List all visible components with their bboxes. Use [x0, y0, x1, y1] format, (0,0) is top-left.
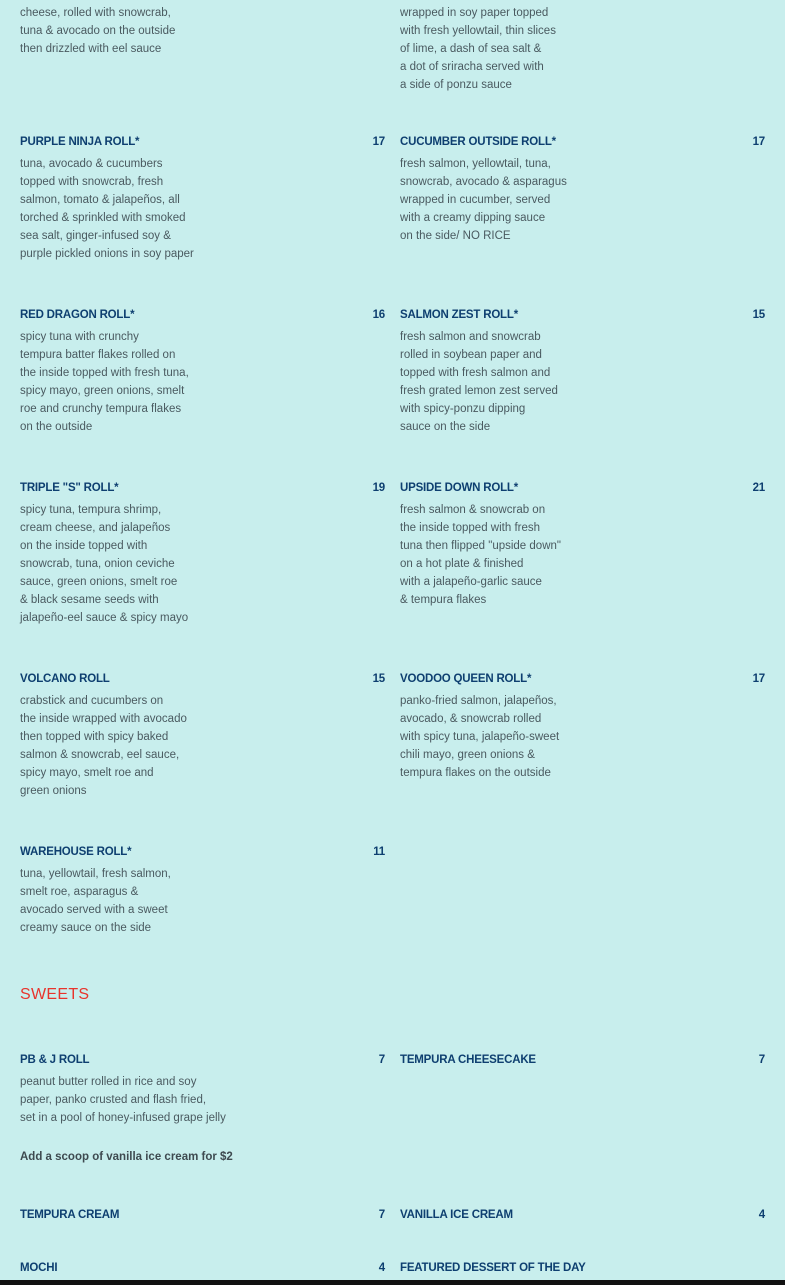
menu-item-price: 17: [752, 136, 765, 148]
menu-item-price: 15: [752, 309, 765, 321]
menu-item-description: tuna, avocado & cucumbers topped with snowcrab, fresh salmon, tomato & jalapeños, all torched & sprinkled with smoked sea salt, ginger-infused soy & purple pickled onions in soy paper: [20, 158, 194, 260]
menu-item-name: SALMON ZEST ROLL*: [400, 309, 518, 321]
menu-item-price: 16: [372, 309, 385, 321]
menu-item-name: RED DRAGON ROLL*: [20, 309, 135, 321]
menu-item-name: CUCUMBER OUTSIDE ROLL*: [400, 136, 556, 148]
menu-item-salmon-zest-roll: [400, 309, 765, 436]
menu-item-price: 17: [752, 673, 765, 685]
menu-item-featured-dessert: [400, 1262, 765, 1281]
menu-item-warehouse-roll: [20, 846, 385, 937]
menu-item-description: cheese, rolled with snowcrab, tuna & avocado on the outside then drizzled with eel sauce: [20, 7, 176, 55]
menu-item-description: fresh salmon and snowcrab rolled in soybean paper and topped with fresh salmon and fresh grated lemon zest served with spicy-ponzu dipping sauce on the side: [400, 331, 558, 433]
menu-item-description: crabstick and cucumbers on the inside wrapped with avocado then topped with spicy baked salmon & snowcrab, eel sauce, spicy mayo, smelt roe and green onions: [20, 695, 187, 797]
menu-item-price: 19: [372, 482, 385, 494]
menu-item-price: 4: [378, 1262, 385, 1274]
menu-item-description: fresh salmon & snowcrab on the inside topped with fresh tuna then flipped "upside down" on a hot plate & finished with a jalapeño-garlic sauce & tempura flakes: [400, 504, 561, 606]
menu-item-price: 4: [758, 1209, 765, 1221]
menu-item-name: VOLCANO ROLL: [20, 673, 110, 685]
menu-item-description: peanut butter rolled in rice and soy paper, panko crusted and flash fried, set in a pool of honey-infused grape jelly: [20, 1076, 226, 1124]
menu-item-upside-down-roll: [400, 482, 765, 609]
menu-item-tempura-cheesecake: [400, 1054, 765, 1073]
menu-item-description: wrapped in soy paper topped with fresh yellowtail, thin slices of lime, a dash of sea salt & a dot of sriracha served with a side of ponzu sauce: [400, 7, 556, 91]
ice-cream-addon-note: Add a scoop of vanilla ice cream for $2: [20, 1151, 233, 1163]
menu-item-description: spicy tuna with crunchy tempura batter flakes rolled on the inside topped with fresh tuna, spicy mayo, green onions, smelt roe and crunchy tempura flakes on the outside: [20, 331, 189, 433]
menu-item-description: panko-fried salmon, jalapeños, avocado, & snowcrab rolled with spicy tuna, jalapeño-sweet chili mayo, green onions & tempura flakes on the outside: [400, 695, 560, 779]
menu-item-voodoo-queen-roll: [400, 673, 765, 782]
menu-item-purple-ninja-roll: [20, 136, 385, 263]
menu-item-name: UPSIDE DOWN ROLL*: [400, 482, 518, 494]
menu-item-description: spicy tuna, tempura shrimp, cream cheese, and jalapeños on the inside topped with snowcrab, tuna, onion ceviche sauce, green onions, smelt roe & black sesame seeds with jalapeño-eel sauce & spicy mayo: [20, 504, 189, 624]
menu-item-name: VOODOO QUEEN ROLL*: [400, 673, 532, 685]
menu-item-description: fresh salmon, yellowtail, tuna, snowcrab, avocado & asparagus wrapped in cucumber, served with a creamy dipping sauce on the side/ NO RICE: [400, 158, 567, 242]
menu-item-volcano-roll: [20, 673, 385, 800]
menu-item-mochi: [20, 1262, 385, 1281]
section-title-sweets: SWEETS: [20, 986, 90, 1003]
menu-item-price: 7: [378, 1054, 385, 1066]
menu-item-vanilla-ice-cream: [400, 1209, 765, 1228]
menu-item-triple-s-roll: [20, 482, 385, 627]
menu-item-price: 15: [372, 673, 385, 685]
menu-item-partial-left: [20, 4, 385, 58]
bottom-edge-bar: [0, 1280, 785, 1285]
menu-item-name: WAREHOUSE ROLL*: [20, 846, 132, 858]
menu-item-pb-j-roll: [20, 1054, 385, 1127]
menu-item-name: MOCHI: [20, 1262, 58, 1274]
menu-item-price: 11: [373, 846, 385, 858]
menu-item-description: tuna, yellowtail, fresh salmon, smelt roe, asparagus & avocado served with a sweet creamy sauce on the side: [20, 868, 171, 934]
menu-item-tempura-cream: [20, 1209, 385, 1228]
menu-item-price: 7: [758, 1054, 765, 1066]
menu-item-red-dragon-roll: [20, 309, 385, 436]
menu-item-name: TEMPURA CHEESECAKE: [400, 1054, 536, 1066]
menu-item-partial-right: [400, 4, 765, 94]
menu-item-price: 21: [752, 482, 765, 494]
menu-item-name: VANILLA ICE CREAM: [400, 1209, 513, 1221]
menu-item-name: TEMPURA CREAM: [20, 1209, 120, 1221]
menu-item-cucumber-outside-roll: [400, 136, 765, 245]
menu-item-price: 7: [378, 1209, 385, 1221]
menu-item-name: PURPLE NINJA ROLL*: [20, 136, 140, 148]
menu-item-name: FEATURED DESSERT OF THE DAY: [400, 1262, 586, 1274]
menu-item-name: PB & J ROLL: [20, 1054, 90, 1066]
menu-item-name: TRIPLE "S" ROLL*: [20, 482, 119, 494]
menu-item-price: 17: [372, 136, 385, 148]
